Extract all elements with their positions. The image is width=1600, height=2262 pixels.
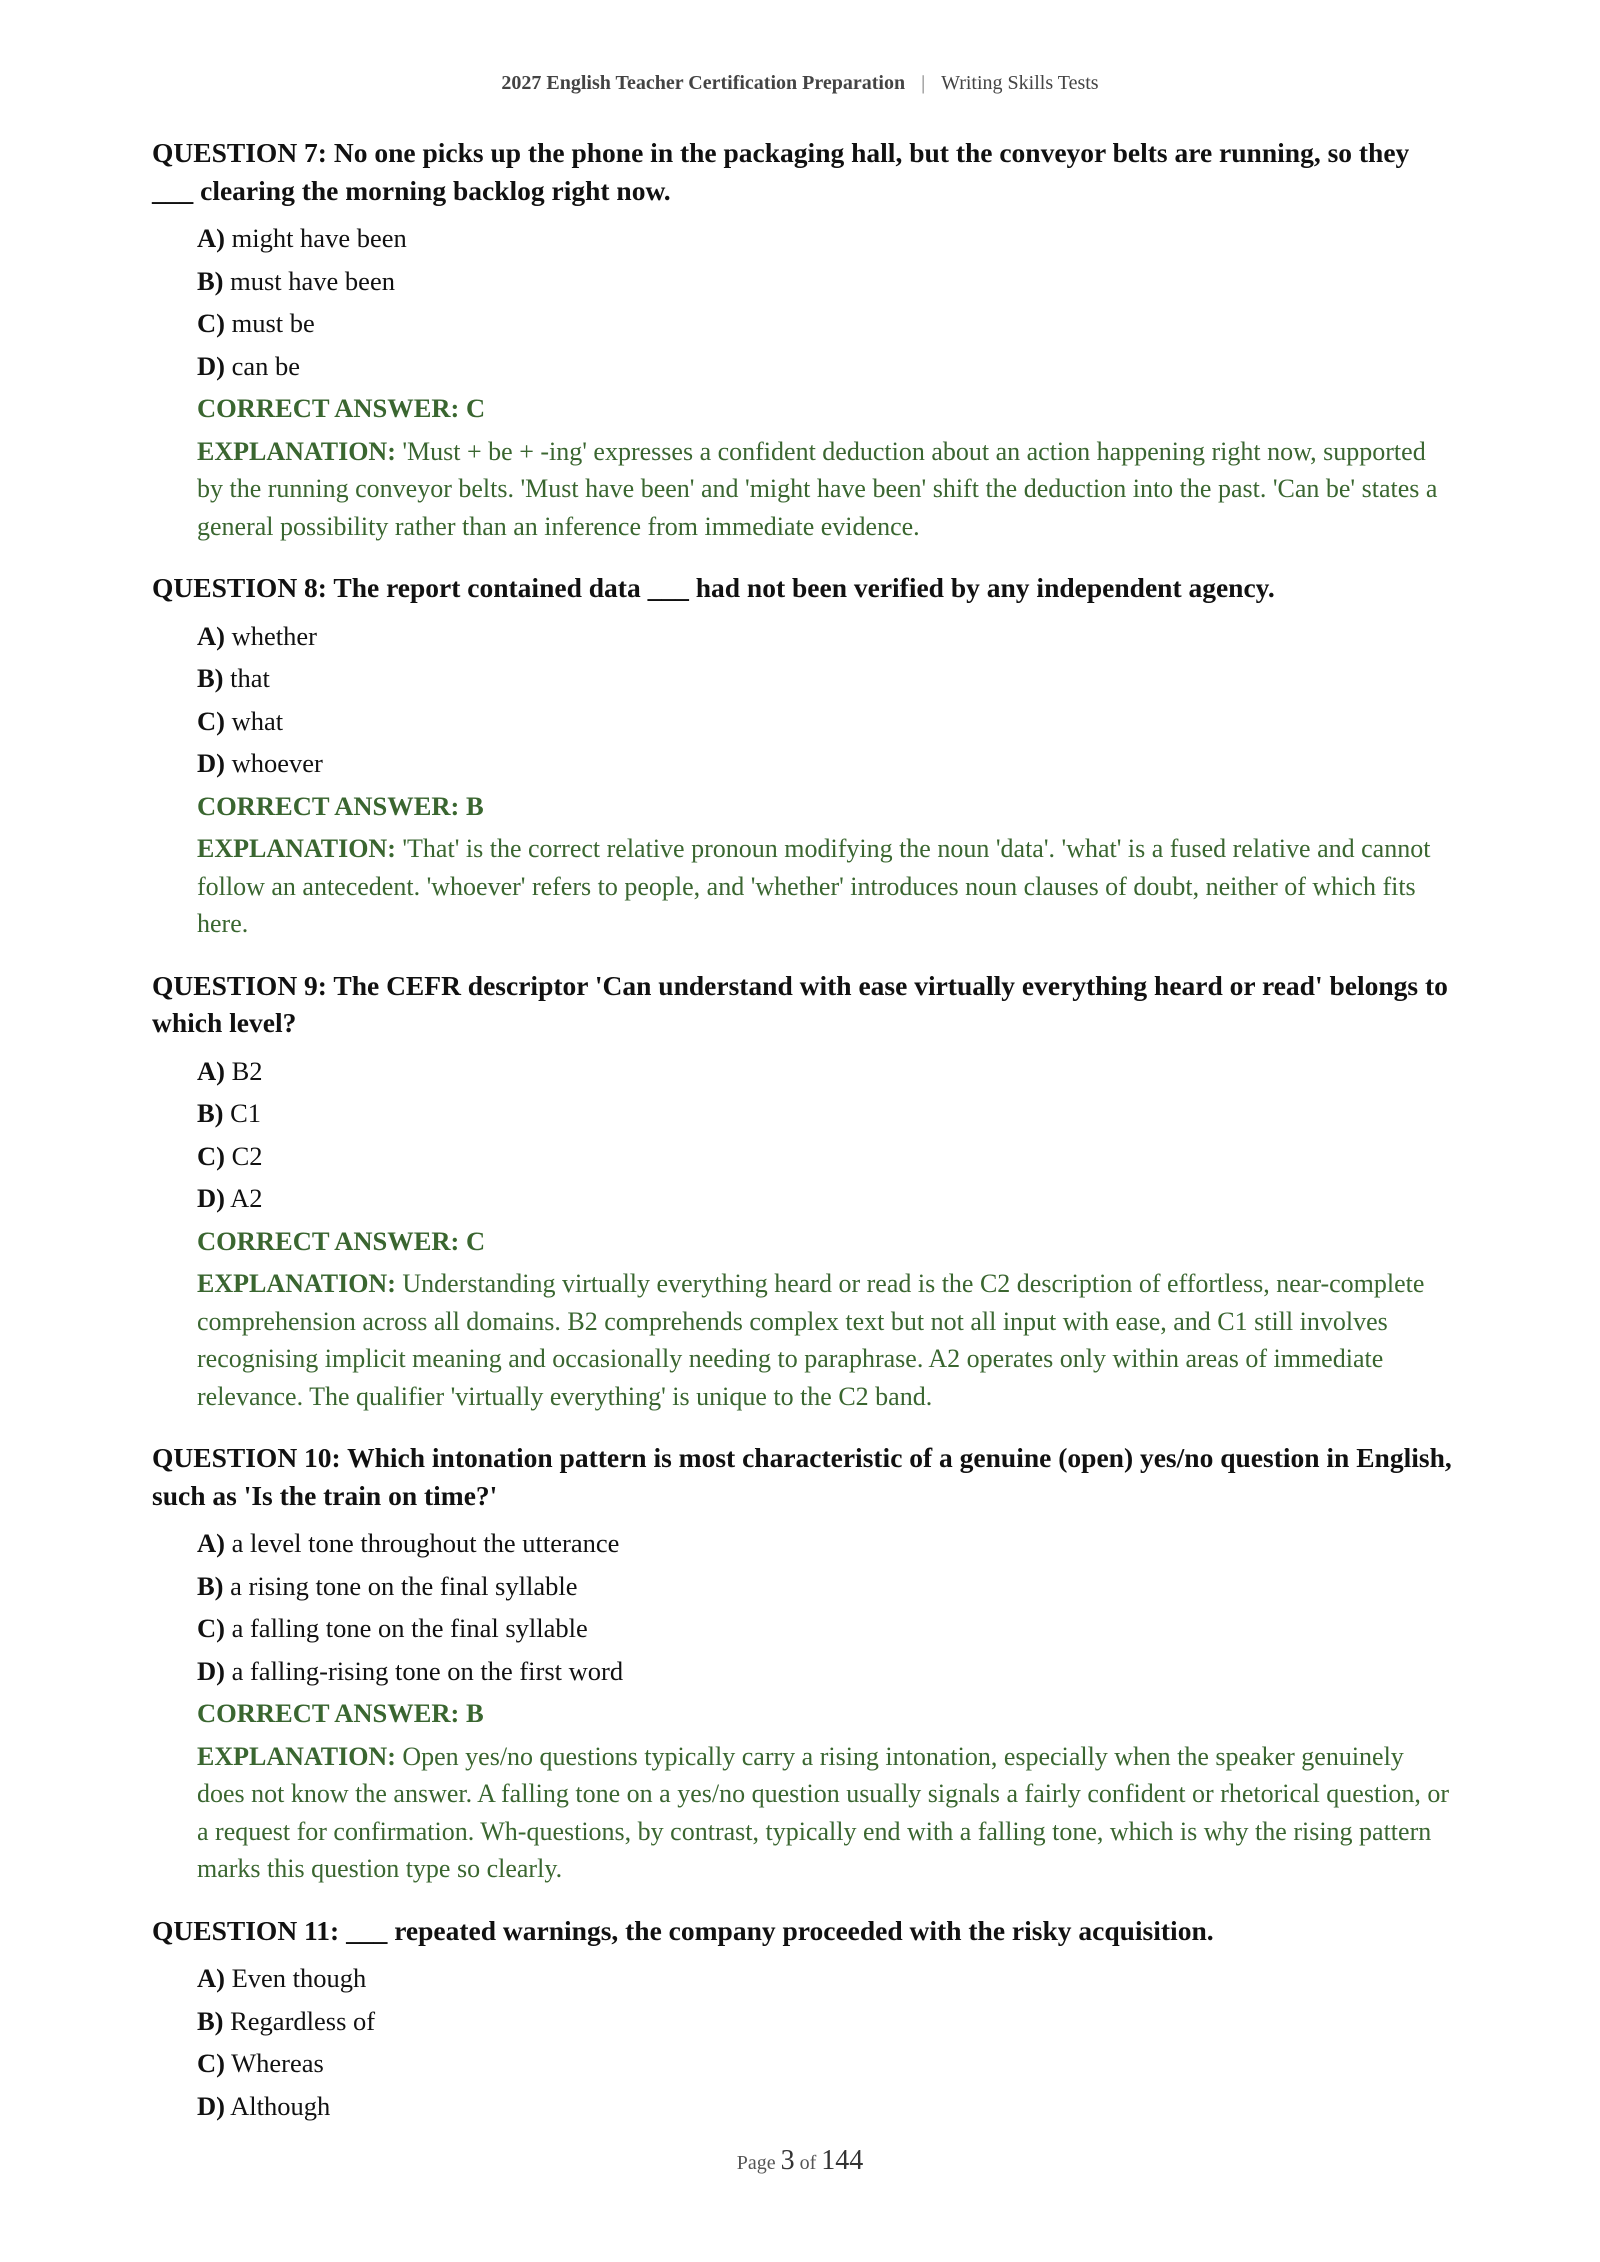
option-letter: D) <box>197 748 225 778</box>
question-title: QUESTION 9: <box>152 969 327 1001</box>
option-a <box>197 1050 1452 1093</box>
running-header <box>0 72 1600 95</box>
question-text: No one picks up the phone in the packaging hall, but the conveyor belts are running, so they ___ clearing the morning backlog right now. <box>152 137 1410 206</box>
option-b <box>197 1565 1452 1608</box>
explanation-text: Open yes/no questions typically carry a rising intonation, especially when the speaker genuinely does not know the answer. A falling tone on a yes/no question usually signals a fairly confident or rhetorical question, or a request for confirmation. Wh-questions, by contrast, typically end with a falling tone, which is why the rising pattern marks this question type so clearly. <box>197 1741 1450 1883</box>
question-text: The CEFR descriptor 'Can understand with ease virtually everything heard or read' belongs to which level? <box>152 969 1448 1038</box>
explanation-label: EXPLANATION: <box>197 436 396 466</box>
question-10 <box>152 1439 1452 1888</box>
explanation-label: EXPLANATION: <box>197 1269 396 1298</box>
option-letter: A) <box>197 1963 225 1993</box>
option-d <box>197 742 1452 785</box>
question-list <box>152 134 1452 2151</box>
explanation-text: 'Must + be + -ing' expresses a confident deduction about an action happening right now, supported by the running conveyor belts. 'Must have been' and 'might have been' shift the deduction into the past. 'Can be' states a general possibility rather than an inference from immediate evidence. <box>197 436 1438 541</box>
option-letter: D) <box>197 1655 225 1686</box>
option-text: might have been <box>231 223 407 253</box>
option-c <box>197 302 1452 345</box>
option-text: a falling tone on the final syllable <box>231 1613 588 1643</box>
correct-answer-label: CORRECT ANSWER: <box>197 393 460 423</box>
option-text: can be <box>231 350 301 381</box>
total-pages: 144 <box>821 2145 864 2176</box>
question-stem <box>152 1439 1452 1514</box>
option-text: Whereas <box>231 2048 324 2078</box>
page-footer <box>0 2145 1600 2177</box>
option-letter: B) <box>197 663 224 693</box>
option-c <box>197 2042 1452 2085</box>
option-a <box>197 1957 1452 2000</box>
correct-answer-value: C <box>465 1225 486 1256</box>
option-d <box>197 345 1452 388</box>
option-text: whoever <box>231 748 323 778</box>
question-title: QUESTION 10: <box>152 1442 341 1473</box>
option-text: C1 <box>230 1098 262 1128</box>
option-letter: A) <box>197 1055 225 1086</box>
correct-answer-value: B <box>465 790 484 821</box>
option-text: a rising tone on the final syllable <box>230 1570 578 1601</box>
option-a <box>197 615 1452 658</box>
question-text: Which intonation pattern is most characteristic of a genuine (open) yes/no question in English, such as 'Is the train on time?' <box>152 1442 1452 1511</box>
option-letter: D) <box>197 350 225 381</box>
option-text: A2 <box>230 1183 263 1213</box>
option-c <box>197 1607 1452 1650</box>
option-d <box>197 1650 1452 1693</box>
correct-answer-value: C <box>465 393 486 423</box>
correct-answer <box>197 387 1452 430</box>
option-text: must have been <box>230 265 395 296</box>
explanation <box>197 1738 1452 1888</box>
explanation-label: EXPLANATION: <box>197 1741 396 1771</box>
option-b <box>197 2000 1452 2043</box>
option-letter: A) <box>197 1528 225 1558</box>
option-c <box>197 700 1452 743</box>
question-title: QUESTION 11: <box>152 1914 340 1946</box>
option-letter: B) <box>197 265 224 296</box>
explanation-text: Understanding virtually everything heard or read is the C2 description of effortless, near-complete comprehension across all domains. B2 comprehends complex text but not all input with ease, and C1 still involves recognising implicit meaning and occasionally needing to paraphrase. A2 operates only within areas of immediate relevance. The qualifier 'virtually everything' is unique to the C2 band. <box>197 1269 1425 1411</box>
question-stem <box>152 1912 1452 1950</box>
page-number: 3 <box>780 2145 795 2176</box>
explanation-text: 'That' is the correct relative pronoun modifying the noun 'data'. 'what' is a fused relative and cannot follow an antecedent. 'whoever' refers to people, and 'whether' introduces noun clauses of doubt, neither of which fits here. <box>197 834 1431 938</box>
header-separator: | <box>921 72 926 94</box>
correct-answer-label: CORRECT ANSWER: <box>197 1225 460 1256</box>
option-d <box>197 1177 1452 1220</box>
correct-answer <box>197 785 1452 828</box>
option-b <box>197 657 1452 700</box>
answer-block <box>197 1220 1452 1416</box>
question-11 <box>152 1912 1452 2128</box>
question-7 <box>152 134 1452 545</box>
option-letter: C) <box>197 308 225 338</box>
question-title: QUESTION 7: <box>152 137 327 168</box>
option-letter: B) <box>197 1098 224 1128</box>
explanation-label: EXPLANATION: <box>197 834 396 863</box>
question-stem <box>152 569 1452 607</box>
answer-options <box>197 615 1452 785</box>
correct-answer-value: B <box>465 1698 484 1728</box>
option-d <box>197 2085 1452 2128</box>
answer-options <box>197 1522 1452 1692</box>
option-text: what <box>231 705 284 736</box>
header-title: 2027 English Teacher Certification Preparation <box>501 72 906 94</box>
answer-options <box>197 1957 1452 2127</box>
option-b <box>197 260 1452 303</box>
option-letter: C) <box>197 1613 225 1643</box>
option-text: Although <box>230 2090 331 2121</box>
option-letter: C) <box>197 2048 225 2078</box>
correct-answer <box>197 1692 1452 1735</box>
answer-block <box>197 1692 1452 1888</box>
option-b <box>197 1092 1452 1135</box>
explanation <box>197 433 1452 546</box>
question-9 <box>152 967 1452 1416</box>
option-text: B2 <box>231 1055 263 1086</box>
header-section: Writing Skills Tests <box>941 72 1099 94</box>
option-text: Even though <box>231 1963 367 1993</box>
option-letter: C) <box>197 1140 225 1171</box>
option-letter: A) <box>197 620 225 651</box>
option-text: Regardless of <box>230 2005 376 2036</box>
answer-block <box>197 387 1452 545</box>
option-letter: B) <box>197 2005 224 2036</box>
option-letter: C) <box>197 705 225 736</box>
option-letter: A) <box>197 223 225 253</box>
option-letter: D) <box>197 1183 225 1213</box>
question-title: QUESTION 8: <box>152 572 327 603</box>
page-word: Page <box>736 2152 776 2174</box>
correct-answer <box>197 1220 1452 1263</box>
explanation <box>197 1265 1452 1415</box>
option-text: that <box>230 663 270 693</box>
option-a <box>197 217 1452 260</box>
of-word: of <box>799 2152 817 2174</box>
answer-options <box>197 1050 1452 1220</box>
option-text: must be <box>231 308 315 338</box>
correct-answer-label: CORRECT ANSWER: <box>197 790 460 821</box>
option-text: a falling-rising tone on the first word <box>231 1655 624 1686</box>
question-stem <box>152 967 1452 1042</box>
question-text: The report contained data ___ had not been verified by any independent agency. <box>333 572 1275 603</box>
question-8 <box>152 569 1452 943</box>
answer-block <box>197 785 1452 943</box>
question-stem <box>152 134 1452 209</box>
option-text: a level tone throughout the utterance <box>231 1528 620 1558</box>
option-c <box>197 1135 1452 1178</box>
option-letter: D) <box>197 2090 225 2121</box>
explanation <box>197 830 1452 943</box>
question-text: ___ repeated warnings, the company proceeded with the risky acquisition. <box>346 1914 1214 1946</box>
option-letter: B) <box>197 1570 224 1601</box>
answer-options <box>197 217 1452 387</box>
option-a <box>197 1522 1452 1565</box>
option-text: whether <box>231 620 317 651</box>
correct-answer-label: CORRECT ANSWER: <box>197 1698 460 1728</box>
option-text: C2 <box>231 1140 263 1171</box>
